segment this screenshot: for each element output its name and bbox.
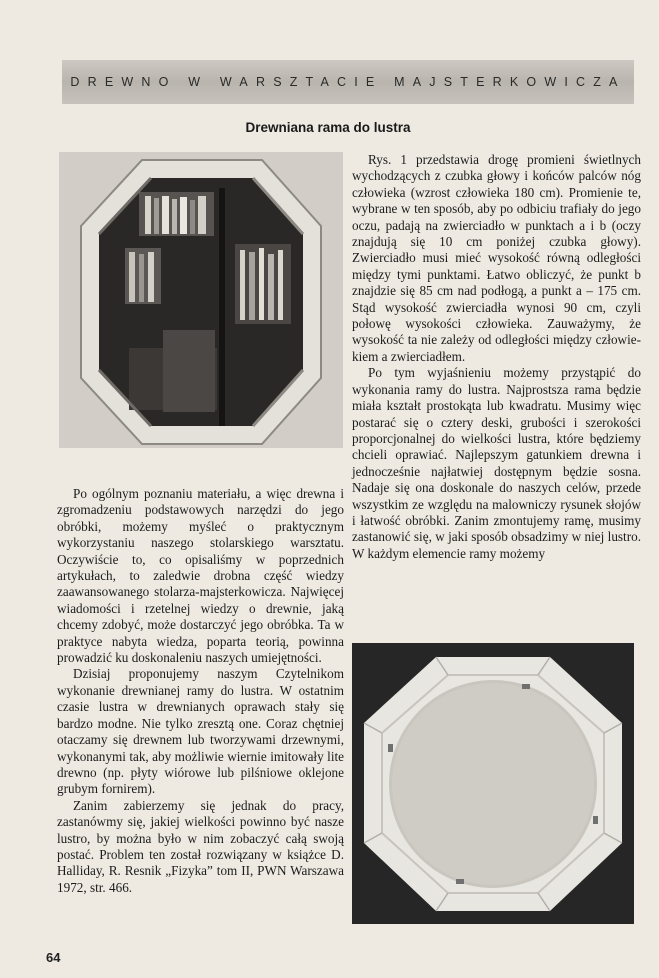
section-header-band <box>62 60 634 104</box>
paragraph: Po ogólnym poznaniu materiału, a więc drewna i zgromadzeniu podstawowych narzędzi do jego obróbki, możemy myśleć o praktycznym wykorzystaniu naszego stolarskiego warsztatu. Oczywiście to, co opisaliśmy w poprzednich artykułach, to zaledwie drobna część wiedzy zaawansowanego stolarza-majsterkowicza. Najwięcej wiadomości i rzetelnej wiedzy o drewnie, jaką chcemy zdobyć, może dostarczyć jego obróbka. Ta w praktyce nabyta wiedza, poparta teorią, powinna prowadzić ku doskonaleniu naszych umiejętności. <box>57 486 344 666</box>
octagonal-frame-illustration <box>352 643 634 924</box>
left-text-column <box>57 486 344 896</box>
section-title: DREWNO W WARSZTACIE MAJSTERKOWICZA <box>70 75 626 89</box>
mirror-frame-photo <box>59 152 343 448</box>
paragraph: Rys. 1 przedstawia drogę promieni świetlnych wychodzących z czubka głowy i końców palców nóg człowieka (wzrost człowieka 180 cm). Promienie te, wybrane w ten sposób, aby po odbiciu trafiały do jego oczu, padają na zwierciadło w punktach a i b (oczy znajdują się 10 cm poniżej czubka głowy). Zwierciadło musi mieć wysokość równą odległości między tymi punktami. Łatwo obliczyć, że punkt b znajdzie się 85 cm nad podłogą, a punkt a – 175 cm. Stąd wysokość zwierciadła wynosi 90 cm, czyli połowę wysokości człowieka. Zauważymy, że wysokość ta nie zależy od odległości między człowiekiem a zwierciadłem. <box>352 152 641 364</box>
article-title: Drewniana rama do lustra <box>245 120 411 135</box>
paragraph: Dzisiaj proponujemy naszym Czytelnikom wykonanie drewnianej ramy do lustra. W ostatnim czasie lustra w drewnianych oprawach stały się bardzo modne. Nie tylko zresztą one. Coraz chętniej otaczamy się drewnem lub tworzywami drzewnymi, wykonanymi tak, aby możliwie wiernie imitowały lite drewno (np. płyty wiórowe lub pilśniowe oklejone grubym fornirem). <box>57 666 344 797</box>
paragraph: Po tym wyjaśnieniu możemy przystąpić do wykonania ramy do lustra. Najprostsza rama będzie miała kształt prostokąta lub kwadratu. Musimy więc postarać się o cztery deski, grubości i szerokości proporcjonalnej do wielkości lustra, które będziemy chcieli oprawiać. Najlepszym gatunkiem drewna i jednocześnie najłatwiej dostępnym będzie sosna. Nadaje się ona doskonale do naszych celów, przede wszystkim ze względu na malowniczy rysunek słojów i łatwość obróbki. Zanim zmontujemy ramę, musimy zastanowić się, w jaki sposób obsadzimy w niej lustro. W każdym elemencie ramy możemy <box>352 365 641 561</box>
right-text-column <box>352 152 641 562</box>
page-number: 64 <box>46 950 61 965</box>
paragraph: Zanim zabierzemy się jednak do pracy, zastanówmy się, jakiej wielkości powinno być nasze lustro, by można było w nim zobaczyć całą swoją postać. Problem ten został rozwiązany w książce D. Halliday, R. Resnik „Fizyka” tom II, PWN Warszawa 1972, str. 466. <box>57 797 344 895</box>
